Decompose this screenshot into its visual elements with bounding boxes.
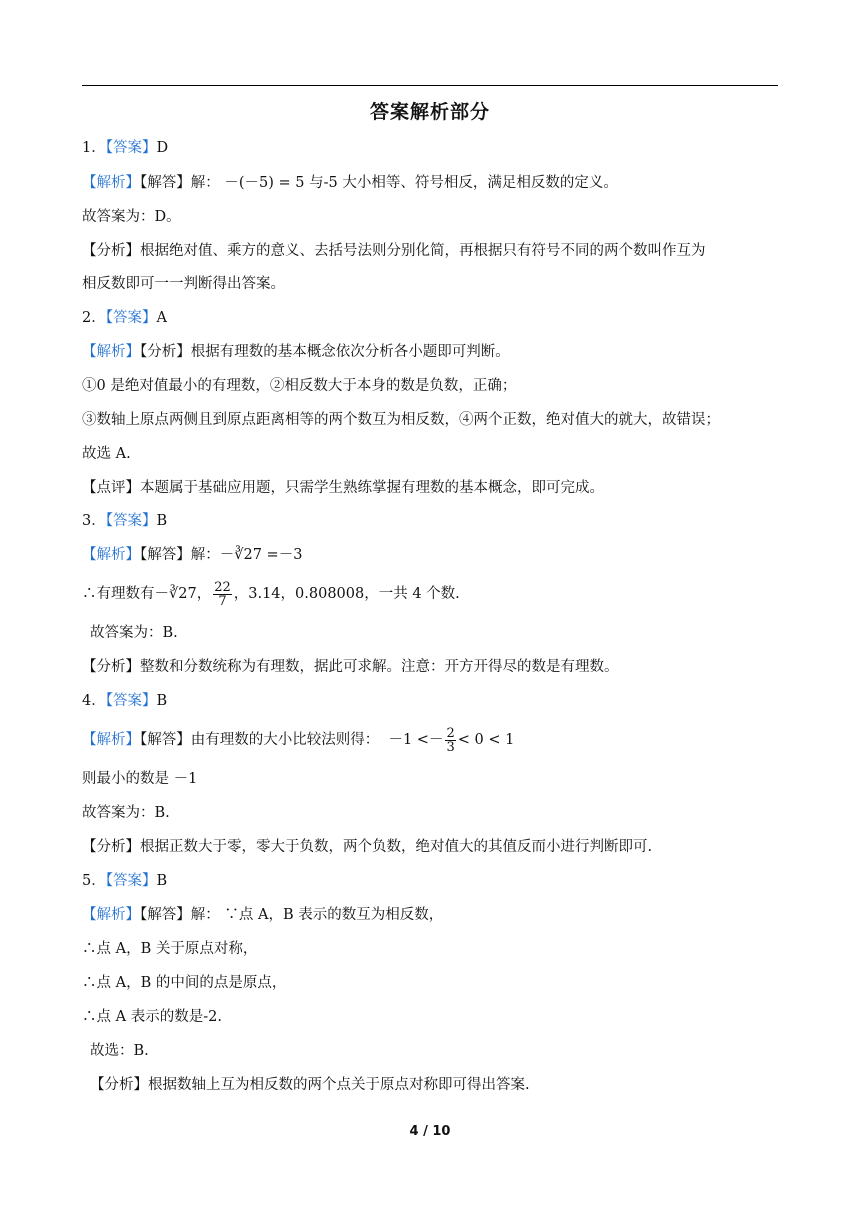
q5-conclusion: 故选：B.	[90, 1043, 149, 1059]
q4-inequality-left: －1 <－	[388, 732, 444, 748]
header-rule	[82, 85, 778, 86]
q4-number: 4．	[82, 693, 106, 709]
q4-analysis: 【分析】根据正数大于零，零大于负数，两个负数，绝对值大的其值反而小进行判断即可.	[82, 839, 653, 855]
q1-answer: D	[156, 140, 169, 156]
q2-answer: A	[156, 310, 167, 326]
q3-cube-root-equation: －∛27 =－3	[219, 547, 303, 563]
q5-step-2: ∴点 A，B 的中间的点是原点，	[82, 975, 287, 991]
q2-statement-1: ①0 是绝对值最小的有理数，②相反数大于本身的数是负数，正确；	[82, 378, 517, 394]
q2-statement-2: ③数轴上原点两侧且到原点距离相等的两个数互为相反数，④两个正数，绝对值大的就大，故错误；	[82, 412, 720, 428]
q4-answer: B	[156, 693, 168, 709]
q3-answer-line	[82, 511, 167, 531]
page-number: 4 / 10	[409, 1124, 451, 1139]
q1-analysis-1: 【分析】根据绝对值、乘方的意义、去括号法则分别化简，再根据只有符号不同的两个数叫作互为	[82, 243, 706, 259]
q4-answer-line	[82, 691, 167, 711]
q3-list-prefix: ∴有理数有	[82, 586, 155, 602]
q1-answer-line	[82, 138, 168, 158]
q1-analysis-2: 相反数即可一一判断得出答案。	[82, 276, 285, 292]
q1-conclusion: 故答案为：D。	[82, 209, 181, 225]
q5-analysis-tag: 【解析】	[82, 907, 140, 923]
q5-solution-text: 【解答】解： ∵点 A，B 表示的数互为相反数，	[140, 907, 444, 923]
q3-fraction-numerator: 22	[214, 579, 231, 595]
q4-fraction-denominator: 3	[446, 739, 455, 755]
q1-solution-text: 【解答】解： －(－5) = 5 与-5 大小相等、符号相反，满足相反数的定义。	[140, 175, 618, 191]
q2-analysis-tag: 【解析】	[82, 344, 140, 360]
q4-min-prefix: 则最小的数是	[82, 771, 169, 787]
q4-min-value: －1	[173, 771, 198, 787]
q5-number: 5．	[82, 873, 106, 889]
q5-step-1: ∴点 A，B 关于原点对称，	[82, 941, 258, 957]
q3-fraction-denominator: 7	[218, 593, 227, 609]
q2-answer-line	[82, 308, 167, 328]
q2-solution-line	[82, 342, 510, 362]
q2-comment: 【点评】本题属于基础应用题，只需学生熟练掌握有理数的基本概念，即可完成。	[82, 480, 604, 496]
q3-rational-list: ∴有理数有－∛27， $\frac{22}{7}$ ，3.14，0.808008，一共 4 个数.	[82, 579, 460, 609]
q1-solution-line	[82, 173, 618, 193]
q3-solution-line	[82, 545, 302, 565]
q3-list-root: －∛27	[154, 586, 197, 602]
q3-analysis-tag: 【解析】	[82, 547, 140, 563]
q1-number: 1．	[82, 140, 106, 156]
q2-number: 2．	[82, 310, 106, 326]
q1-analysis-tag: 【解析】	[82, 175, 140, 191]
q3-answer-tag: 【答案】	[105, 513, 157, 529]
q4-solution-line	[82, 725, 514, 755]
q4-conclusion: 故答案为：B.	[82, 805, 170, 821]
q3-fraction	[213, 581, 232, 608]
q3-number: 3．	[82, 513, 106, 529]
q4-fraction-numerator: 2	[446, 725, 455, 741]
q5-answer: B	[156, 873, 168, 889]
q5-answer-line	[82, 871, 167, 891]
q3-solution-prefix: 【解答】解：	[140, 547, 220, 563]
q4-inequality-right: < 0 < 1	[457, 732, 515, 748]
q3-list-rest: ，3.14，0.808008，一共 4 个数.	[233, 586, 460, 602]
q5-analysis: 【分析】根据数轴上互为相反数的两个点关于原点对称即可得出答案.	[90, 1077, 530, 1093]
q5-solution-line	[82, 905, 443, 925]
q2-answer-tag: 【答案】	[105, 310, 157, 326]
q5-answer-tag: 【答案】	[105, 873, 157, 889]
page-title: 答案解析部分	[369, 101, 490, 123]
q3-conclusion: 故答案为：B.	[90, 625, 178, 641]
q4-answer-tag: 【答案】	[105, 693, 157, 709]
q3-analysis: 【分析】整数和分数统称为有理数，据此可求解。注意：开方开得尽的数是有理数。	[82, 659, 619, 675]
q4-fraction	[445, 727, 455, 754]
q4-min-line	[82, 769, 197, 789]
q4-solution-prefix: 【解答】由有理数的大小比较法则得：	[140, 732, 380, 748]
q3-answer: B	[156, 513, 168, 529]
q4-analysis-tag: 【解析】	[82, 732, 140, 748]
q1-answer-tag: 【答案】	[105, 140, 157, 156]
q2-solution-text: 【分析】根据有理数的基本概念依次分析各小题即可判断。	[140, 344, 510, 360]
q5-step-3: ∴点 A 表示的数是-2.	[82, 1009, 222, 1025]
q2-conclusion: 故选 A.	[82, 446, 131, 462]
